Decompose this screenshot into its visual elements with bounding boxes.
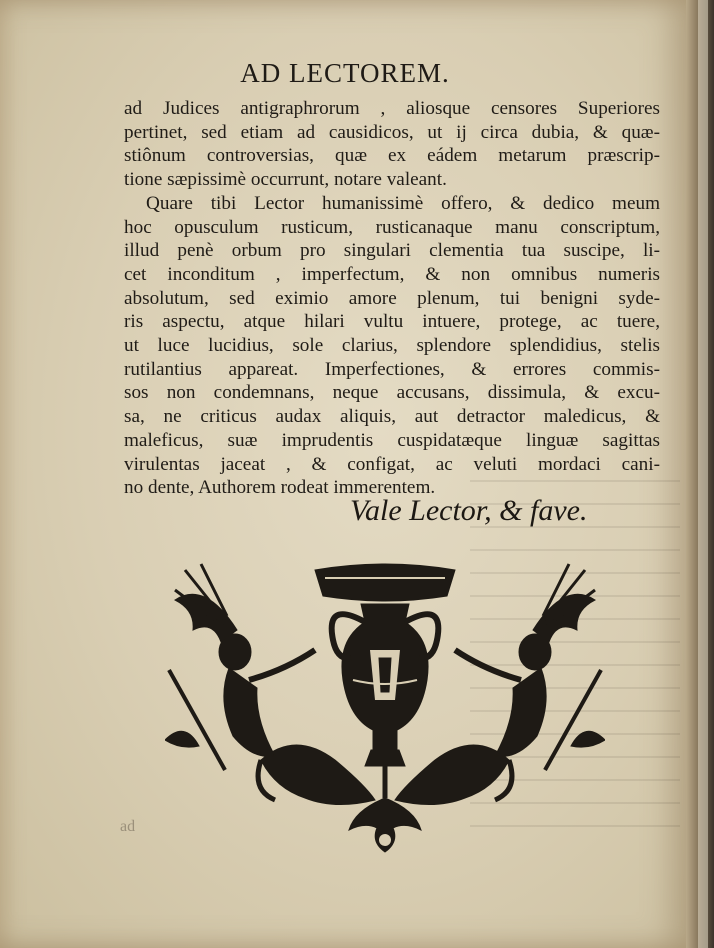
text-line: ad Judices antigraphrorum , aliosque censores Superiores xyxy=(124,98,660,119)
page-edge xyxy=(698,0,708,948)
text-line: maleficus, suæ imprudentis cuspidatæque linguæ sagittas xyxy=(124,429,660,451)
body-text xyxy=(124,97,660,500)
text-line: illud penè orbum pro singulari clementia tua suscipe, li- xyxy=(124,240,660,262)
valediction: Vale Lector, & fave. xyxy=(350,494,588,527)
woodcut-vase-with-winged-figures-icon xyxy=(165,560,605,860)
text-line: absolutum, sed eximio amore plenum, tui benigni syde- xyxy=(124,287,660,309)
text-line: pertinet, sed etiam ad causidicos, ut ij circa dubia, & quæ- xyxy=(124,121,660,143)
running-head: AD LECTOREM. xyxy=(240,58,450,88)
text-line: cet inconditum , imperfectum, & non omnibus numeris xyxy=(124,263,660,285)
text-line: sos non condemnans, neque accusans, dissimula, & excu- xyxy=(124,382,660,404)
text-line: ut luce lucidius, sole clarius, splendore splendidius, stelis xyxy=(124,335,660,357)
text-line: hoc opusculum rusticum, rusticanaque manu conscriptum, xyxy=(124,216,660,238)
book-spine-edge xyxy=(686,0,714,948)
text-line: ris aspectu, atque hilari vultu intuere, protege, ac tuere, xyxy=(124,311,660,333)
text-line: Quare tibi Lector humanissimè offero, & dedico meum xyxy=(146,192,660,214)
show-through-text: ad xyxy=(120,818,136,835)
text-line: sa, ne criticus audax aliquis, aut detractor maledicus, & xyxy=(124,406,660,428)
text-line: no dente, Authorem rodeat immerentem. xyxy=(124,477,436,499)
text-line: stiônum controversias, quæ ex eádem metarum præscrip- xyxy=(124,145,660,167)
text-line: tione sæpissimè occurrunt, notare valeant. xyxy=(124,169,447,191)
text-line: rutilantius appareat. Imperfectiones, & errores commis- xyxy=(124,358,660,380)
text-line: virulentas jaceat , & configat, ac veluti mordaci cani- xyxy=(124,453,660,475)
